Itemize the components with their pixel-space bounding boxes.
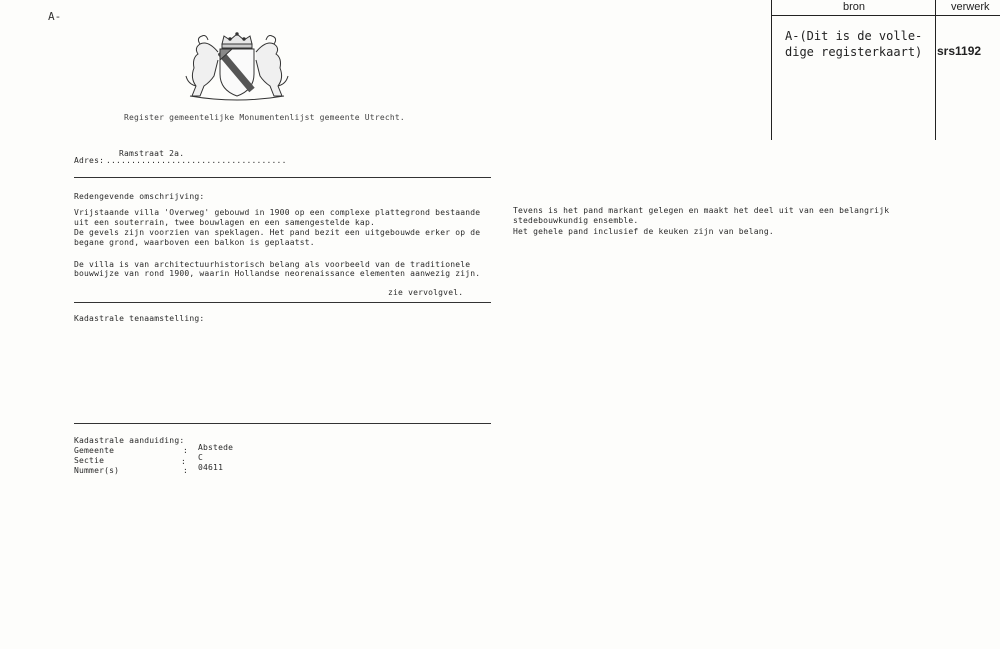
description-line-5: De villa is van architectuurhistorisch belang als voorbeeld van de traditionele [74,260,471,269]
address-label: Adres: [74,156,105,165]
description-label: Redengevende omschrijving: [74,192,205,201]
header-bron-label: bron [843,1,866,13]
kadaster-key-gemeente: Gemeente [74,446,115,455]
description-line-4: begane grond, waarboven een balkon is geplaatst. [74,238,315,247]
description-line-2: uit een souterrain, twee bouwlagen en een samengestelde kap. [74,218,375,227]
kadaster-sep-sectie: : [181,457,187,466]
kadaster-key-nummers: Nummer(s) [74,466,120,475]
header-table [771,0,1000,140]
kadaster-value-sectie: C [198,453,204,462]
continuation-line-2: stedebouwkundig ensemble. [513,216,639,225]
kadaster-key-sectie: Sectie [74,456,105,465]
corner-mark: A- [48,10,62,23]
register-title: Register gemeentelijke Monumentenlijst gemeente Utrecht. [124,113,405,122]
address-value: Ramstraat 2a. [119,149,185,158]
coat-of-arms-icon [184,30,290,102]
divider-2 [74,302,491,303]
kadaster-sep-gemeente: : [183,446,189,455]
kadastrale-tenaamstelling-label: Kadastrale tenaamstelling: [74,314,205,323]
divider-1 [74,177,491,178]
divider-3 [74,423,491,424]
description-line-1: Vrijstaande villa 'Overweg' gebouwd in 1900 op een complexe plattegrond bestaande [74,208,481,217]
header-bron-text: A-(Dit is de volle- dige registerkaart) [785,29,923,59]
kadastrale-aanduiding-label: Kadastrale aanduiding: [74,436,185,445]
kadaster-sep-nummers: : [183,466,189,475]
continuation-line-3: Het gehele pand inclusief de keuken zijn van belang. [513,227,774,236]
address-dots: .................................... [106,156,287,165]
header-code: srs1192 [937,44,982,58]
kadaster-value-gemeente: Abstede [198,443,234,452]
description-line-3: De gevels zijn voorzien van speklagen. Het pand bezit een uitgebouwde erker op de [74,228,481,237]
description-line-6: bouwwijze van rond 1900, waarin Hollandse neorenaissance elementen aanwezig zijn. [74,269,481,278]
kadaster-value-nummers: 04611 [198,463,224,472]
see-continuation: zie vervolgvel. [388,288,464,297]
continuation-line-1: Tevens is het pand markant gelegen en maakt het deel uit van een belangrijk [513,206,890,215]
header-verwerkt-label: verwerk [951,1,990,13]
